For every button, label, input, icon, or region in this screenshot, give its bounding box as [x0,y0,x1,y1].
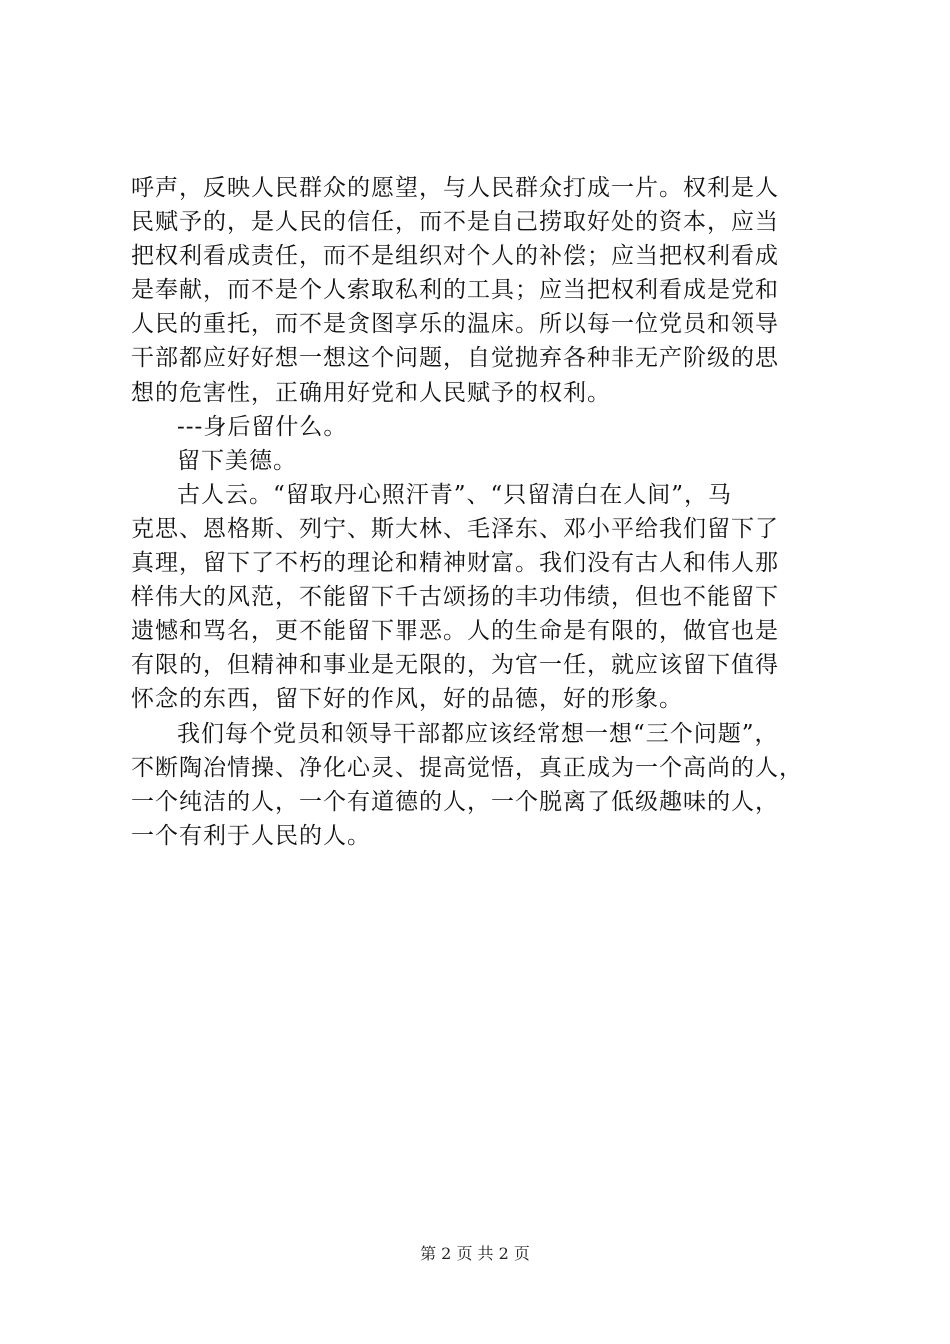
text-line: 不断陶冶情操、净化心灵、提高觉悟，真正成为一个高尚的人， [131,754,803,781]
text-line: 我们每个党员和领导干部都应该经常想一想“三个问题”， [177,720,779,747]
text-line: 呼声，反映人民群众的愿望，与人民群众打成一片。权利是人 [131,175,779,201]
text-line: 是奉献，而不是个人索取私利的工具；应当把权利看成是党和 [131,277,779,304]
document-body [131,171,835,853]
text-line: 干部都应好好想一想这个问题，自觉抛弃各种非无产阶级的思 [131,345,779,372]
text-line: 样伟大的风范，不能留下千古颂扬的丰功伟绩，但也不能留下 [131,584,779,611]
text-line: 想的危害性，正确用好党和人民赋予的权利。 [131,379,611,406]
text-line: 人民的重托，而不是贪图享乐的温床。所以每一位党员和领导 [131,311,779,338]
text-line: 一个有利于人民的人。 [131,822,371,849]
page-number-footer: 第 2 页 共 2 页 [420,1244,530,1263]
text-line: 有限的，但精神和事业是无限的，为官一任，就应该留下值得 [131,652,779,679]
text-line: 民赋予的，是人民的信任，而不是自己捞取好处的资本，应当 [131,209,779,236]
text-line: 把权利看成责任，而不是组织对个人的补偿；应当把权利看成 [131,243,779,270]
text-line: 古人云。“留取丹心照汗青”、“只留清白在人间”，马 [177,481,733,508]
text-line: 真理，留下了不朽的理论和精神财富。我们没有古人和伟人那 [131,550,779,577]
text-line: 克思、恩格斯、列宁、斯大林、毛泽东、邓小平给我们留下了 [131,515,779,542]
subheading: 留下美德。 [177,447,297,474]
text-line: 遗憾和骂名，更不能留下罪恶。人的生命是有限的，做官也是 [131,618,779,645]
section-heading: ---身后留什么。 [177,413,348,440]
text-line: 一个纯洁的人，一个有道德的人，一个脱离了低级趣味的人， [131,788,779,815]
text-line: 怀念的东西，留下好的作风，好的品德，好的形象。 [131,686,683,713]
